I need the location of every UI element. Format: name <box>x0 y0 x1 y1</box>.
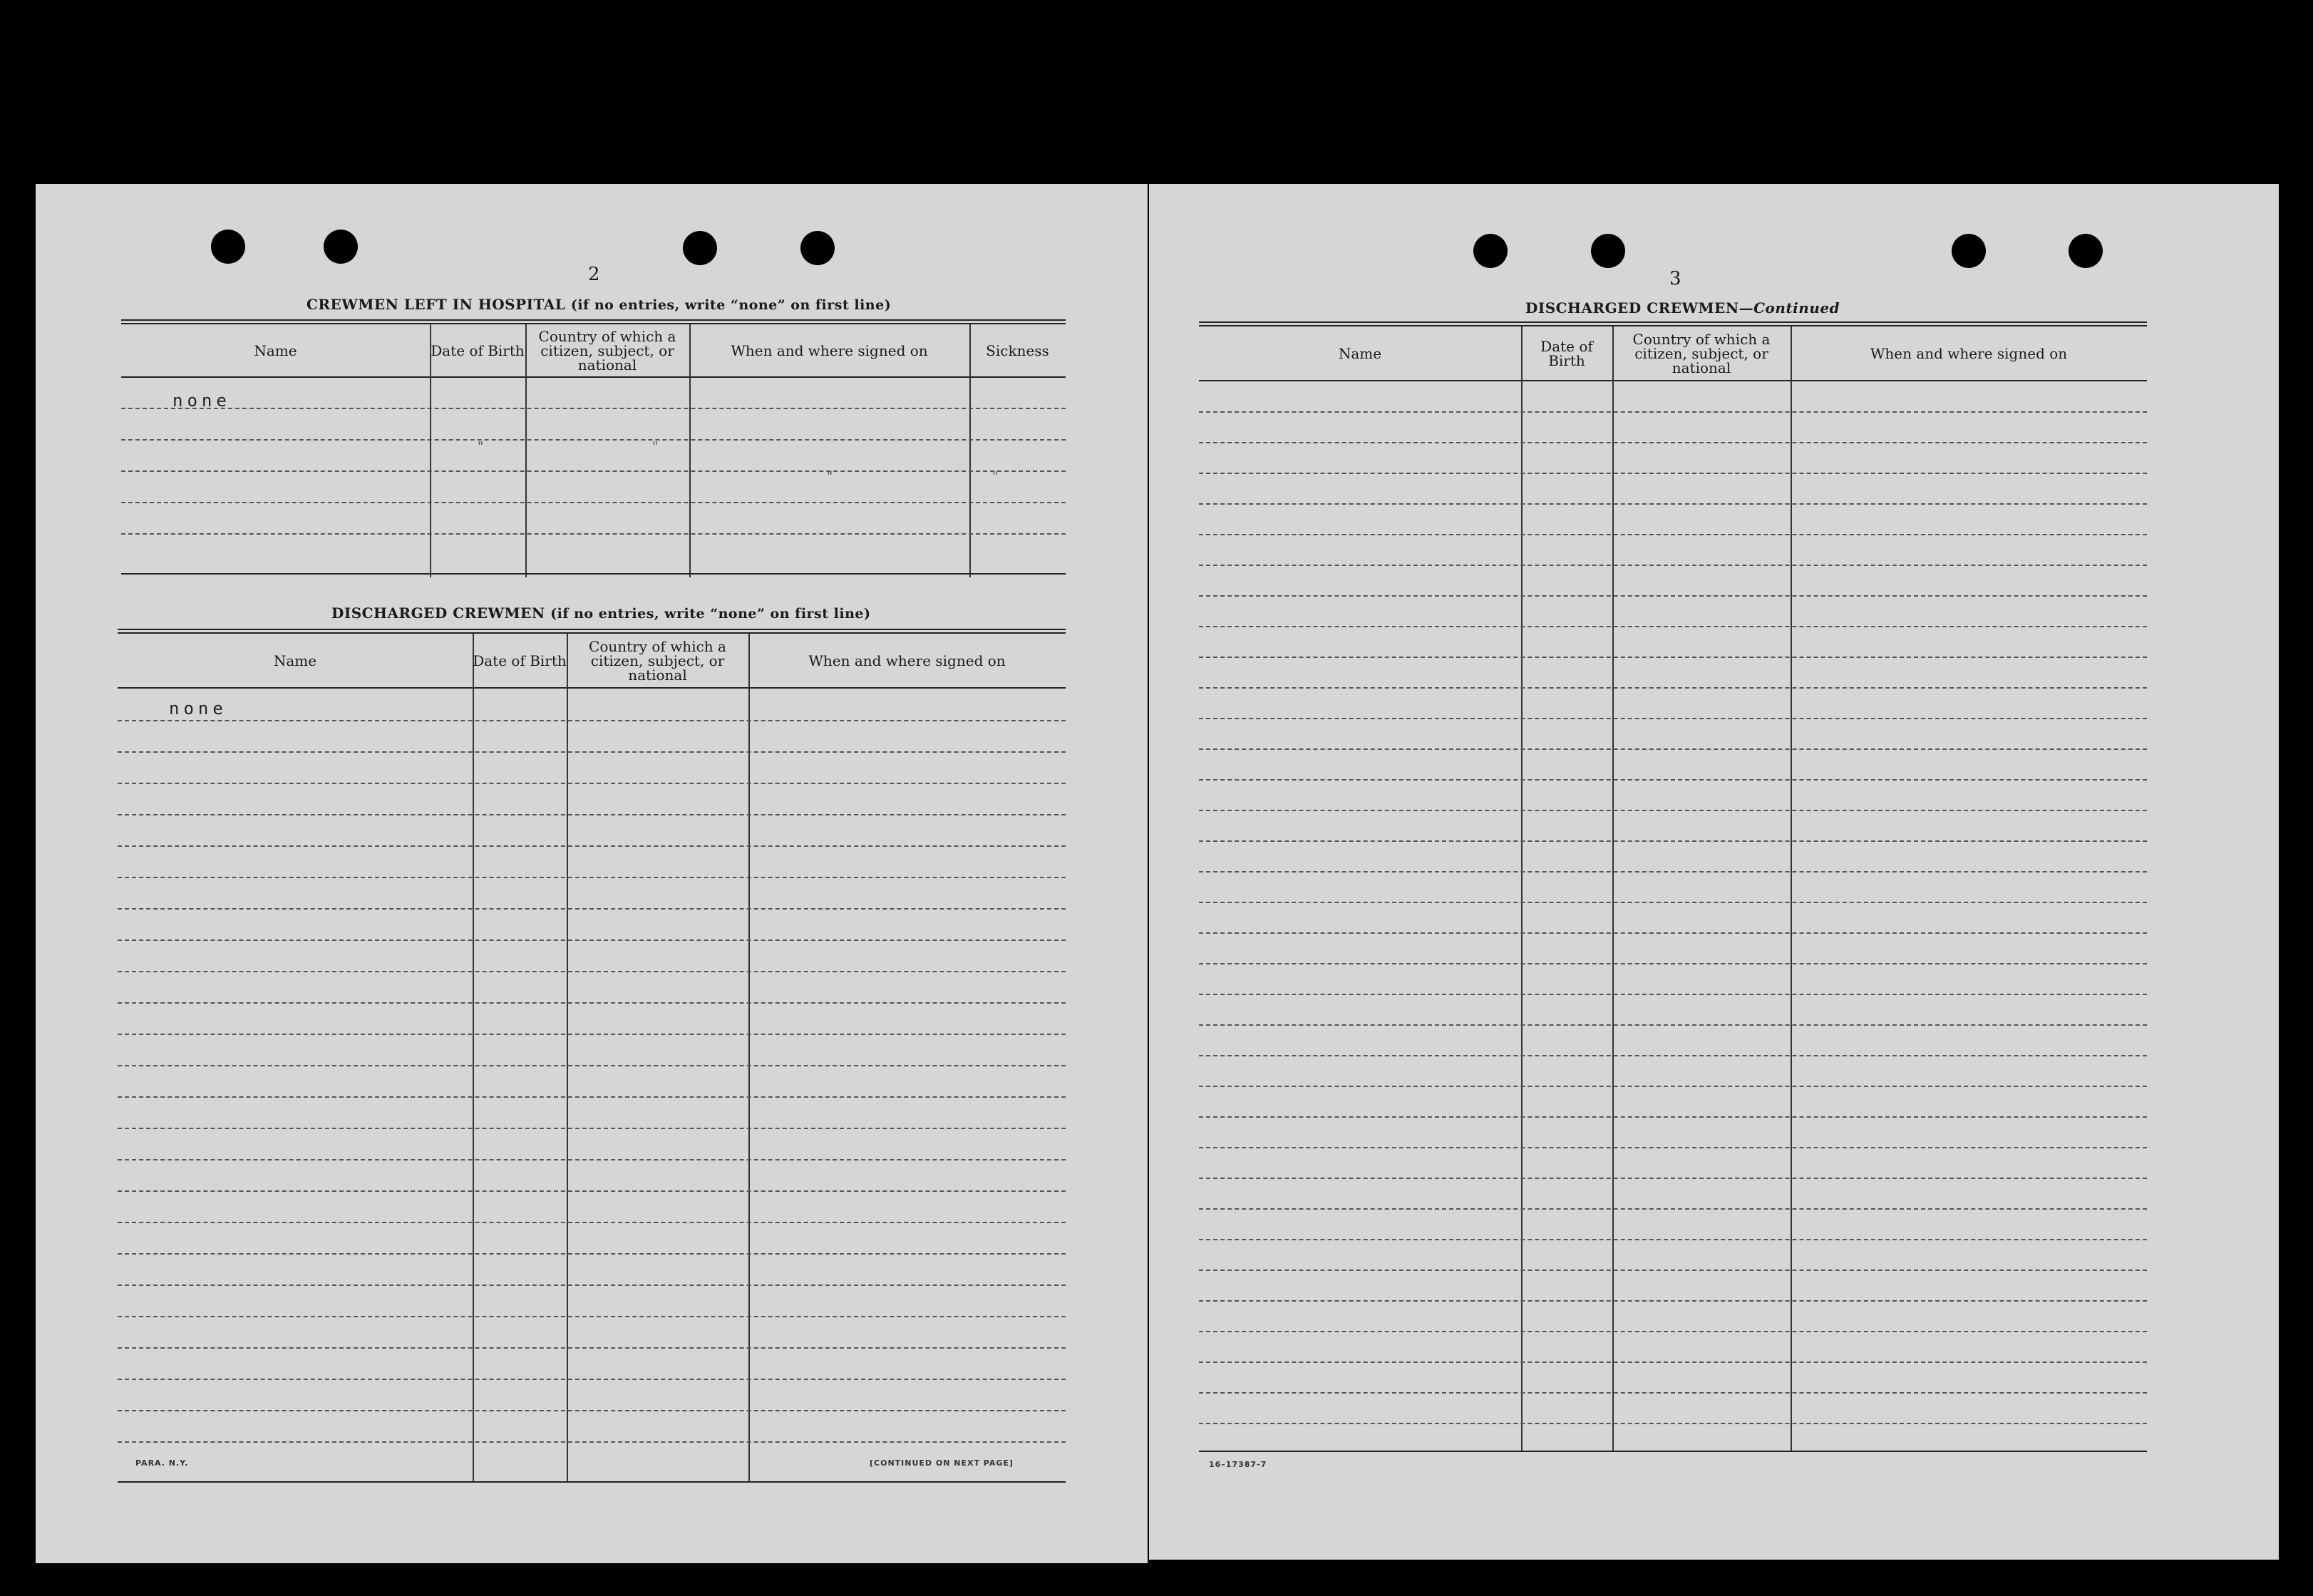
discharged-title: DISCHARGED CREWMEN <box>1525 299 1739 316</box>
col-signed-on: When and where signed on <box>1870 344 2068 362</box>
col-name: Name <box>254 341 297 359</box>
hospital-table <box>121 319 1066 577</box>
col-signed-on: When and where signed on <box>731 341 928 359</box>
punch-hole <box>211 230 245 264</box>
page-number: 2 <box>588 264 600 285</box>
ditto-mark: " <box>827 469 833 484</box>
col-name: Name <box>273 652 317 669</box>
punch-hole <box>2069 234 2103 268</box>
punch-hole <box>1591 234 1625 268</box>
form-number: 16–17387-7 <box>1209 1460 1267 1469</box>
col-country: Country of which a citizen, subject, or national <box>589 637 726 684</box>
page-number: 3 <box>1669 268 1681 289</box>
col-date-of-birth: Date of Birth <box>1540 337 1593 369</box>
col-signed-on: When and where signed on <box>808 652 1006 669</box>
ditto-mark: " <box>478 439 484 454</box>
hospital-section-title <box>306 296 891 313</box>
discharged-table <box>118 629 1066 1487</box>
col-country: Country of which a citizen, subject, or national <box>1632 330 1771 376</box>
col-name: Name <box>1338 344 1382 362</box>
discharged-continued-table <box>1199 321 2147 1456</box>
right-page <box>1149 184 2279 1560</box>
col-country: Country of which a citizen, subject, or national <box>538 327 676 374</box>
entry-none: none <box>172 391 231 411</box>
punch-hole <box>683 231 717 265</box>
col-sickness: Sickness <box>986 341 1049 359</box>
punch-hole <box>800 231 835 265</box>
col-date-of-birth: Date of Birth <box>473 652 567 669</box>
left-page <box>36 184 1148 1563</box>
punch-hole <box>1473 234 1508 268</box>
ditto-mark: " <box>652 439 659 454</box>
punch-hole <box>324 230 358 264</box>
discharged-instruction: (if no entries, write “none” on first line) <box>550 606 871 622</box>
col-date-of-birth: Date of Birth <box>431 341 525 359</box>
continued-note: [CONTINUED ON NEXT PAGE] <box>870 1458 1014 1468</box>
discharged-continued-title <box>1525 299 1840 316</box>
hospital-instruction: (if no entries, write “none” on first line) <box>570 297 892 313</box>
discharged-section-title <box>331 604 870 622</box>
punch-hole <box>1952 234 1986 268</box>
discharged-title: DISCHARGED CREWMEN <box>331 604 545 622</box>
hospital-title: CREWMEN LEFT IN HOSPITAL <box>306 296 566 313</box>
printer-mark: PARA. N.Y. <box>135 1458 189 1468</box>
entry-none: none <box>169 699 227 719</box>
ditto-mark: " <box>992 469 999 484</box>
continued-suffix: —Continued <box>1738 299 1840 316</box>
